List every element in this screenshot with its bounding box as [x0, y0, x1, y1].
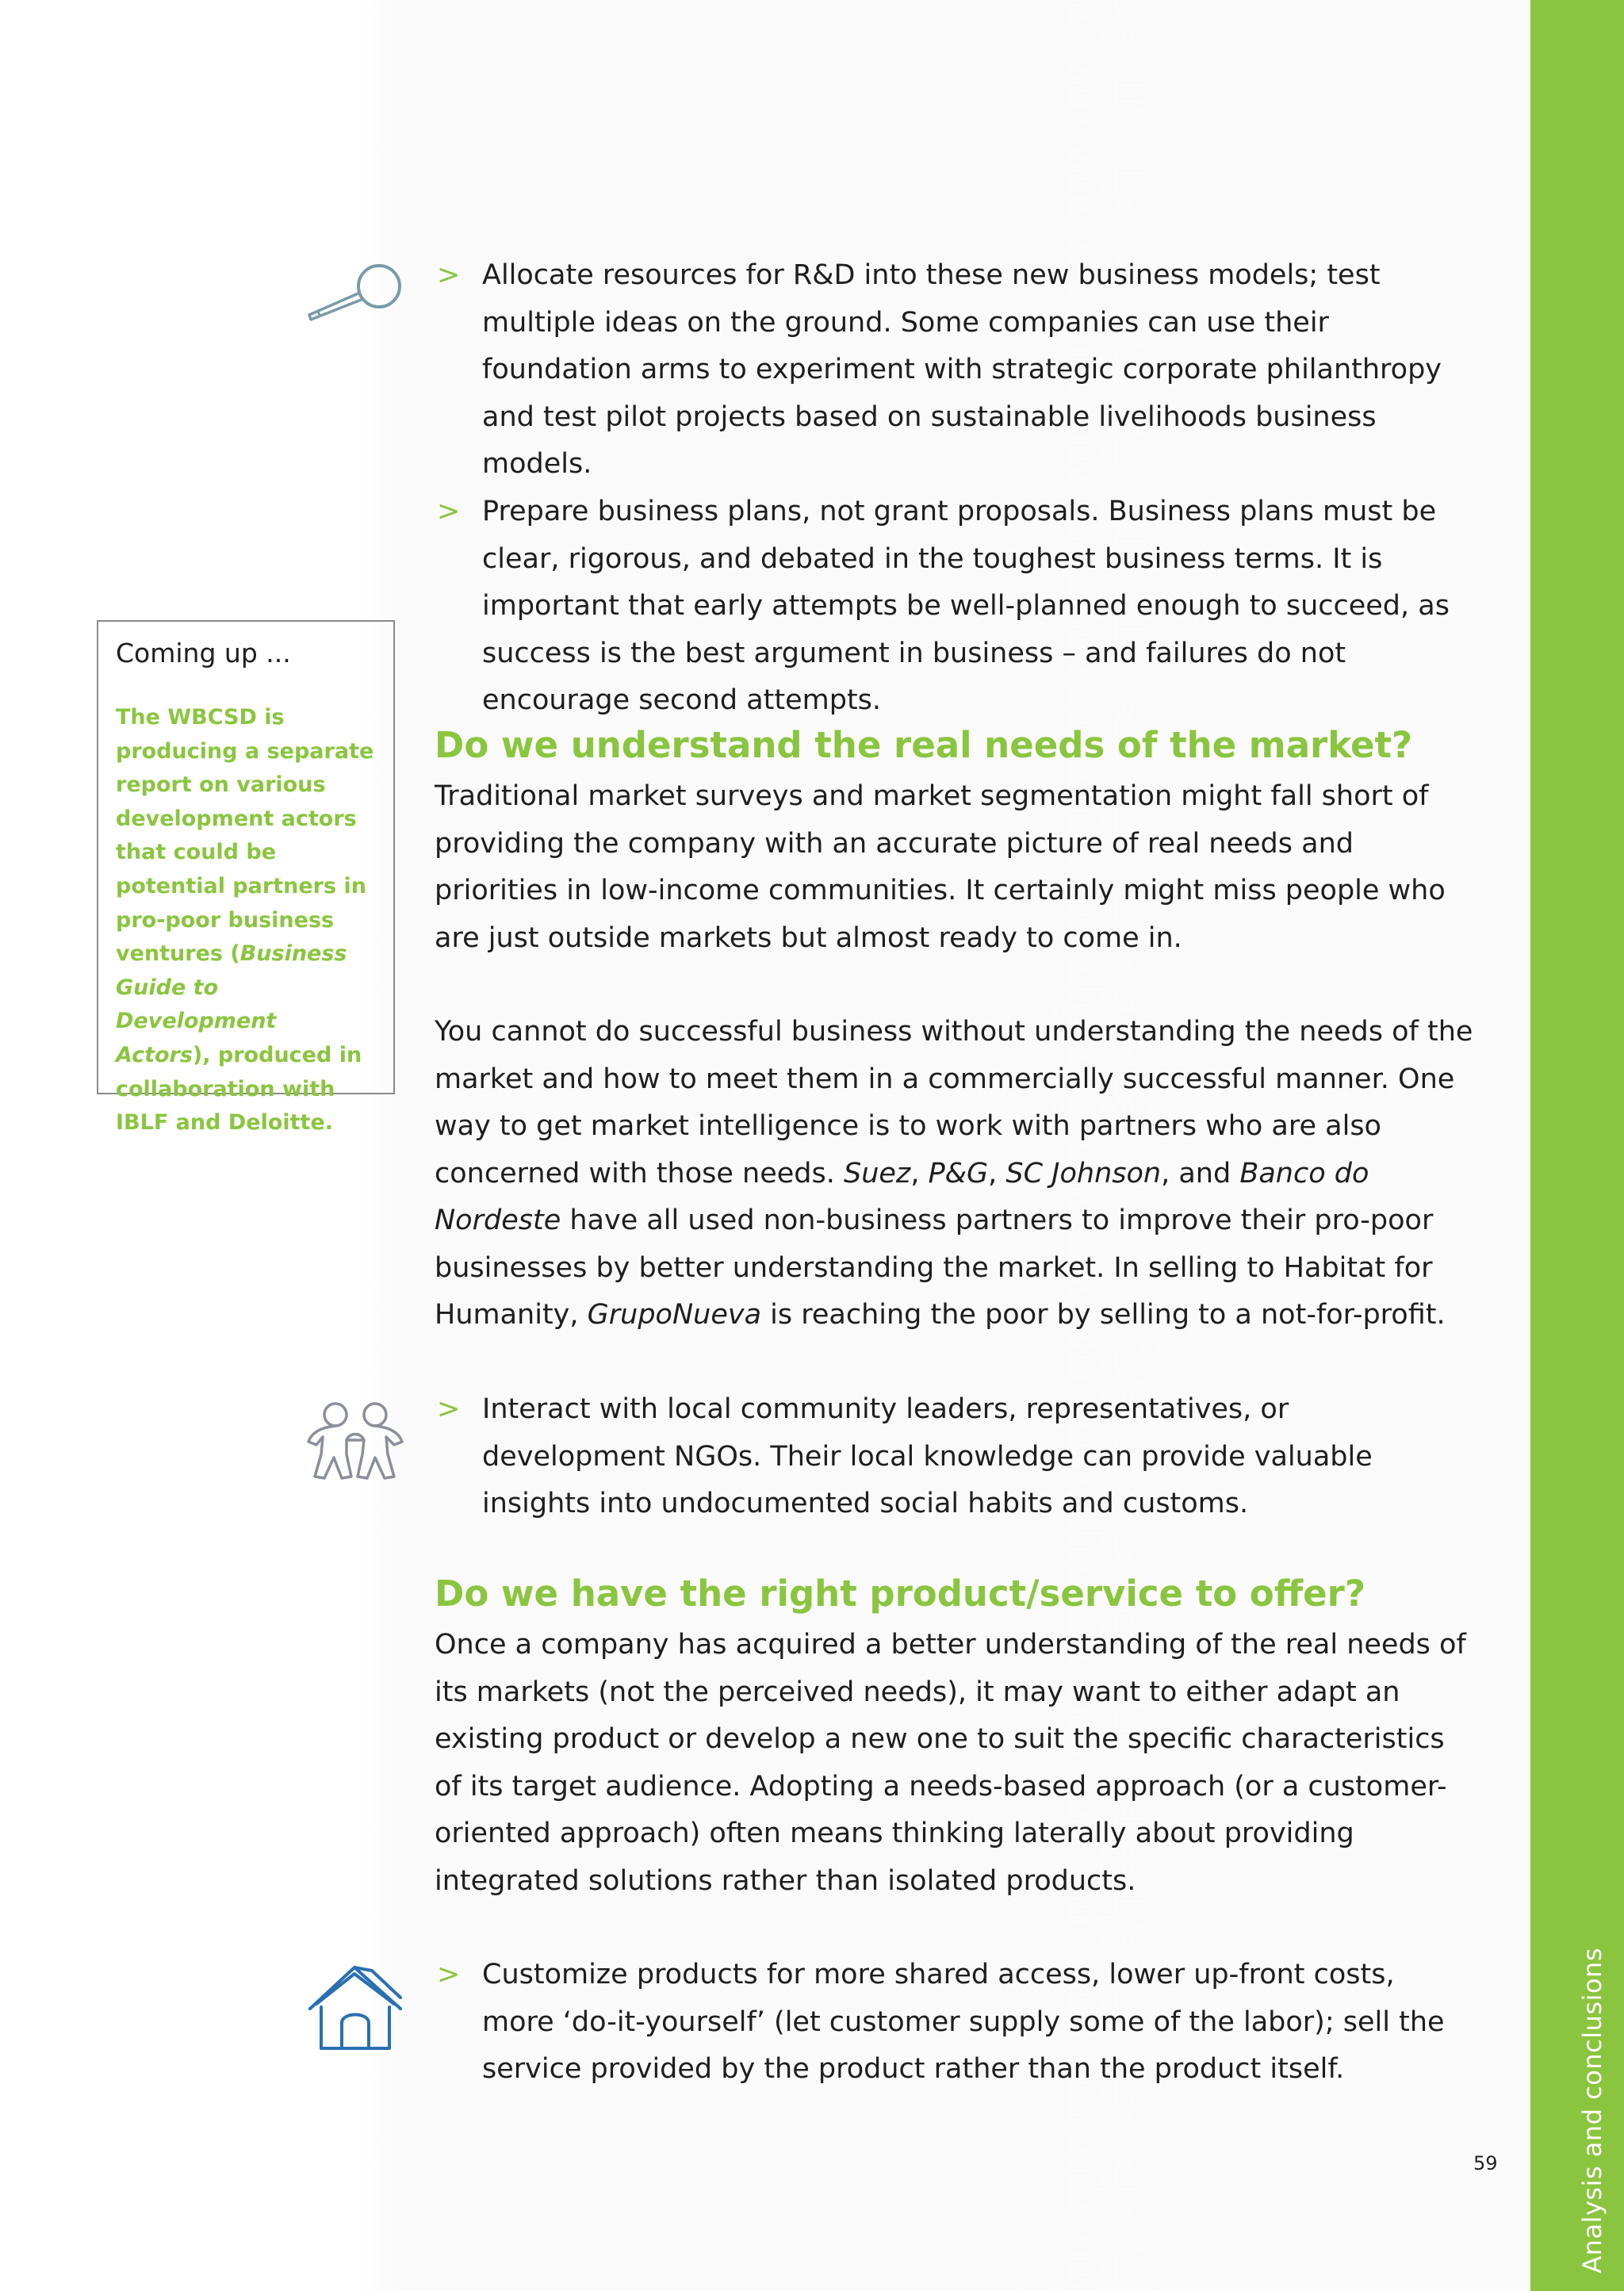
company-name: Banco do Nordeste [435, 1157, 1369, 1236]
company-name: Suez [844, 1157, 911, 1190]
paragraph-text: , [988, 1157, 1006, 1190]
bullet-marker: > [437, 1393, 461, 1425]
list-item [435, 1386, 1473, 1528]
list-item [435, 1952, 1473, 2094]
company-name: GrupoNueva [587, 1299, 762, 1331]
bullet-marker: > [437, 496, 461, 527]
callout-title: Coming up ... [116, 638, 291, 669]
section-heading: Do we have the right product/service to offer? [435, 1573, 1365, 1615]
paragraph-text: , and [1161, 1157, 1240, 1190]
house-icon [305, 1963, 405, 2058]
paragraph [435, 1009, 1478, 1339]
company-name: P&G [928, 1157, 989, 1190]
list-item [435, 252, 1473, 488]
bullet-text: Customize products for more shared access, lower up-front costs, more ‘do-it-yourself’ (let customer supply some of the labor); sell the service provided by the product rather than the product itself. [482, 1959, 1445, 2085]
callout-body [116, 701, 377, 1140]
people-holding-hands-icon [305, 1397, 408, 1485]
bullet-text: Allocate resources for R&D into these new business models; test multiple ideas on the ground. Some companies can use their foundation arms to experiment with strategic corporate philanthropy and test pilot projects based on sustainable livelihoods business models. [482, 259, 1442, 480]
paragraph-text: , [910, 1157, 929, 1190]
paragraph: Once a company has acquired a better understanding of the real needs of its markets (not the perceived needs), it may want to either adapt an existing product or develop a new one to suit the specific characteristics of its target audience. Adopting a needs-based approach (or a customer-oriented approach) often means thinking laterally about providing integrated solutions rather than isolated products. [435, 1629, 1466, 1897]
bullet-text: Prepare business plans, not grant proposals. Business plans must be clear, rigorous, and debated in the toughest business terms. It is important that early attempts be well-planned enough to succeed, as success is the best argument in business – and failures do not encourage second attempts. [482, 496, 1450, 716]
section-label: Analysis and conclusions [1577, 1948, 1607, 2274]
paragraph: Traditional market surveys and market segmentation might fall short of providing the company with an accurate picture of real needs and priorities in low-income communities. It certainly might miss people who are just outside markets but almost ready to come in. [435, 780, 1446, 954]
callout-italic-title: Business Guide to Development Actors [116, 941, 347, 1067]
bullet-marker: > [437, 259, 461, 291]
callout-text: The WBCSD is producing a separate report on various development actors that could be potential partners in pro-poor business ventures ( [116, 705, 374, 967]
list-item [435, 488, 1473, 725]
paragraph-text: You cannot do successful business without understanding the needs of the market and how to meet them in a commercially successful manner. One way to get market intelligence is to work with partners who are also concerned with those needs. [435, 1016, 1473, 1190]
paragraph-text: have all used non-business partners to improve their pro-poor businesses by better understanding the market. In selling to Habitat for Humanity, [435, 1205, 1434, 1331]
callout-text: ), produced in collaboration with IBLF and Deloitte. [116, 1042, 362, 1136]
bullet-marker: > [437, 1959, 461, 1990]
section-heading: Do we understand the real needs of the market? [435, 724, 1413, 766]
paragraph-text: is reaching the poor by selling to a not-for-profit. [761, 1299, 1446, 1331]
magnifying-glass-icon [301, 258, 404, 321]
bullet-text: Interact with local community leaders, representatives, or development NGOs. Their local knowledge can provide valuable insights into undocumented social habits and customs. [482, 1393, 1373, 1519]
coming-up-callout [97, 620, 395, 1136]
page-number: 59 [1473, 2152, 1498, 2174]
company-name: SC Johnson [1005, 1157, 1162, 1190]
